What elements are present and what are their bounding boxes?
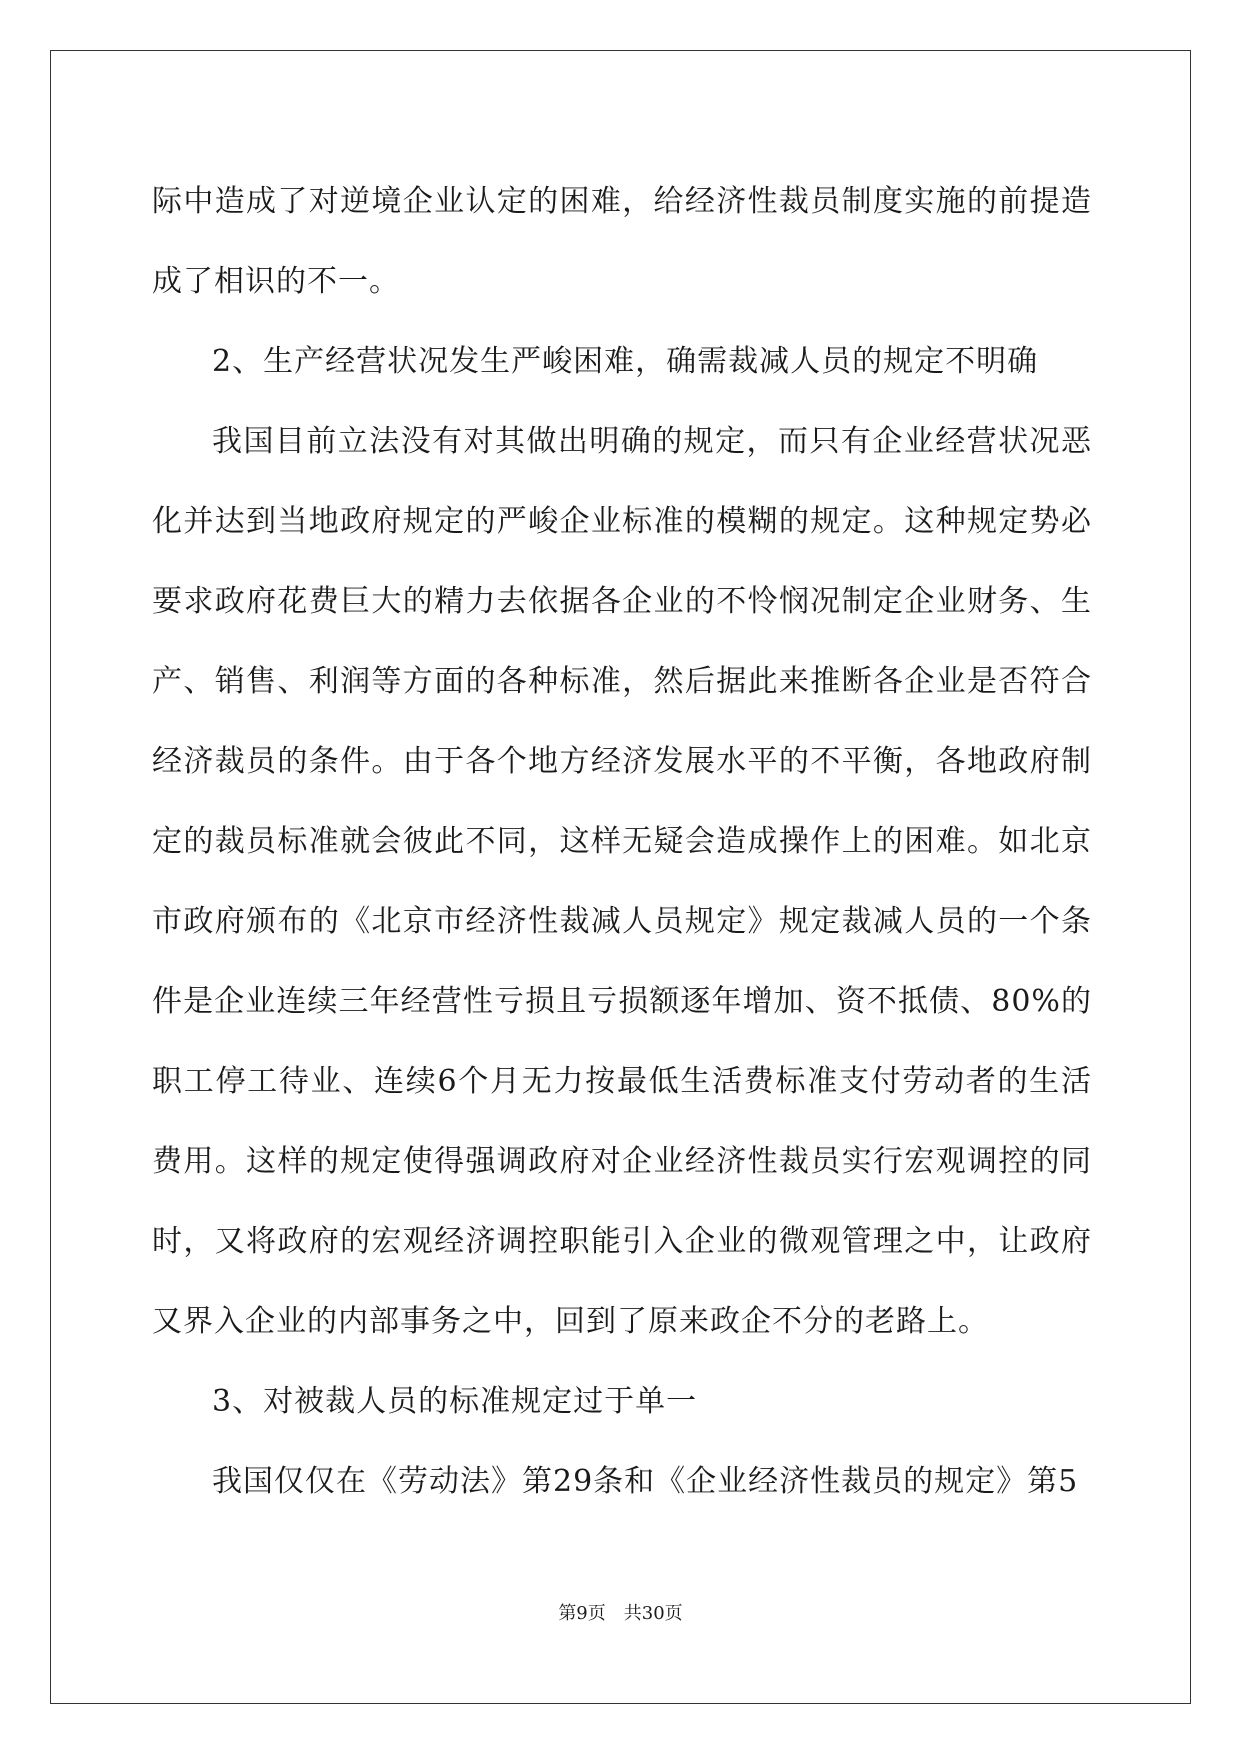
- paragraph-3: 我国目前立法没有对其做出明确的规定，而只有企业经营状况恶化并达到当地政府规定的严峻企业标准的模糊的规定。这种规定势必要求政府花费巨大的精力去依据各企业的不怜悯况制定企业财务、生产、销售、利润等方面的各种标准，然后据此来推断各企业是否符合经济裁员的条件。由于各个地方经济发展水平的不平衡，各地政府制定的裁员标准就会彼此不同，这样无疑会造成操作上的困难。如北京市政府颁布的《北京市经济性裁减人员规定》规定裁减人员的一个条件是企业连续三年经营性亏损且亏损额逐年增加、资不抵债、80%的职工停工待业、连续6个月无力按最低生活费标准支付劳动者的生活费用。这样的规定使得强调政府对企业经济性裁员实行宏观调控的同时，又将政府的宏观经济调控职能引入企业的微观管理之中，让政府又界入企业的内部事务之中，回到了原来政企不分的老路上。: [152, 424, 1092, 1339]
- page-number-footer: 第9页 共30页: [558, 1603, 683, 1624]
- paragraph-5: 我国仅仅在《劳动法》第29条和《企业经济性裁员的规定》第5: [212, 1464, 1079, 1499]
- paragraph-4-heading: 3、对被裁人员的标准规定过于单一: [212, 1384, 698, 1419]
- paragraph-1: 际中造成了对逆境企业认定的困难，给经济性裁员制度实施的前提造成了相识的不一。: [152, 184, 1092, 299]
- document-body: [152, 162, 1092, 1522]
- paragraph-2-heading: 2、生产经营状况发生严峻困难，确需裁减人员的规定不明确: [212, 344, 1039, 379]
